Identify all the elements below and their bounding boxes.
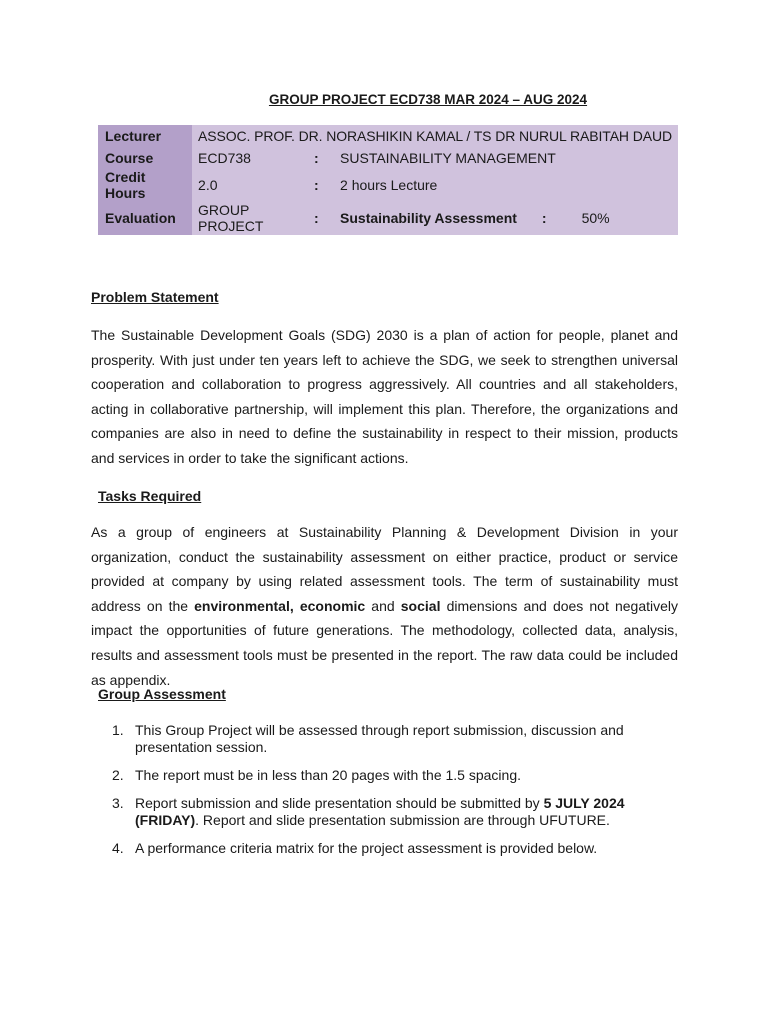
list-item-text-part-2: . Report and slide presentation submission are through UFUTURE.	[195, 812, 610, 828]
course-info-table	[98, 125, 678, 235]
list-item-number: 4.	[112, 840, 124, 856]
list-item-text: This Group Project will be assessed through report submission, discussion and presentation session.	[135, 722, 624, 755]
evaluation-assessment: Sustainability Assessment	[340, 210, 517, 226]
lecturer-row	[98, 125, 678, 147]
list-item-text: A performance criteria matrix for the project assessment is provided below.	[135, 840, 598, 856]
evaluation-type: GROUP PROJECT	[192, 201, 308, 235]
tasks-bold-environmental: environmental,	[194, 597, 294, 614]
list-item-text	[135, 795, 625, 828]
list-item-text-part-1: Report submission and slide presentation should be submitted by	[135, 795, 544, 811]
evaluation-colon-2: :	[541, 210, 547, 226]
lecturer-value: ASSOC. PROF. DR. NORASHIKIN KAMAL / TS DR NURUL RABITAH DAUD	[192, 125, 678, 147]
course-colon: :	[308, 147, 334, 169]
credit-colon: :	[308, 169, 334, 201]
assessment-list	[91, 722, 678, 868]
credit-label: Credit Hours	[98, 169, 192, 201]
list-item	[91, 795, 678, 829]
evaluation-detail	[334, 201, 678, 235]
tasks-required-text	[91, 520, 678, 692]
list-item	[91, 767, 678, 784]
tasks-required-heading: Tasks Required	[98, 488, 202, 504]
list-item-number: 3.	[112, 795, 124, 811]
evaluation-row	[98, 201, 678, 235]
list-item-number: 2.	[112, 767, 124, 783]
submission-deadline: 5 JULY 2024 (FRIDAY)	[135, 795, 625, 828]
course-row	[98, 147, 678, 169]
tasks-text-part-2: dimensions and does not negatively impact the opportunities of future generations. The methodology, collected data, analysis, results and assessment tools must be presented in the report. The raw data could be included as appendix.	[91, 597, 679, 688]
credit-value: 2.0	[192, 169, 308, 201]
problem-statement-text: The Sustainable Development Goals (SDG) 2030 is a plan of action for people, planet and prosperity. With just under ten years left to achieve the SDG, we seek to strengthen universal cooperation and collaboration to progress aggressively. All countries and all stakeholders, acting in collaborative partnership, will implement this plan. Therefore, the organizations and companies are also in need to define the sustainability in respect to their mission, products and services in order to take the significant actions.	[91, 327, 678, 466]
course-label: Course	[98, 147, 192, 169]
list-item-text: The report must be in less than 20 pages with the 1.5 spacing.	[135, 767, 522, 783]
list-item-number: 1.	[112, 722, 124, 738]
evaluation-label: Evaluation	[98, 201, 192, 235]
group-assessment-heading: Group Assessment	[98, 686, 226, 702]
course-name: SUSTAINABILITY MANAGEMENT	[334, 147, 678, 169]
document-title: GROUP PROJECT ECD738 MAR 2024 – AUG 2024	[268, 92, 588, 107]
evaluation-percent: 50%	[581, 210, 610, 226]
credit-desc: 2 hours Lecture	[334, 169, 678, 201]
course-code: ECD738	[192, 147, 308, 169]
evaluation-colon: :	[308, 201, 334, 235]
list-item	[91, 722, 678, 756]
list-item	[91, 840, 678, 857]
tasks-text-and: and	[365, 597, 401, 614]
lecturer-label: Lecturer	[98, 125, 192, 147]
tasks-bold-economic: economic	[299, 597, 366, 614]
problem-statement-heading: Problem Statement	[91, 289, 219, 305]
tasks-text-part-1: As a group of engineers at Sustainability Planning & Development Division in your organization, conduct the sustainability assessment on either practice, product or service provided at company by using related assessment tools. The term of sustainability must address on the	[91, 524, 678, 614]
credit-row	[98, 169, 678, 201]
tasks-bold-social: social	[400, 597, 441, 614]
